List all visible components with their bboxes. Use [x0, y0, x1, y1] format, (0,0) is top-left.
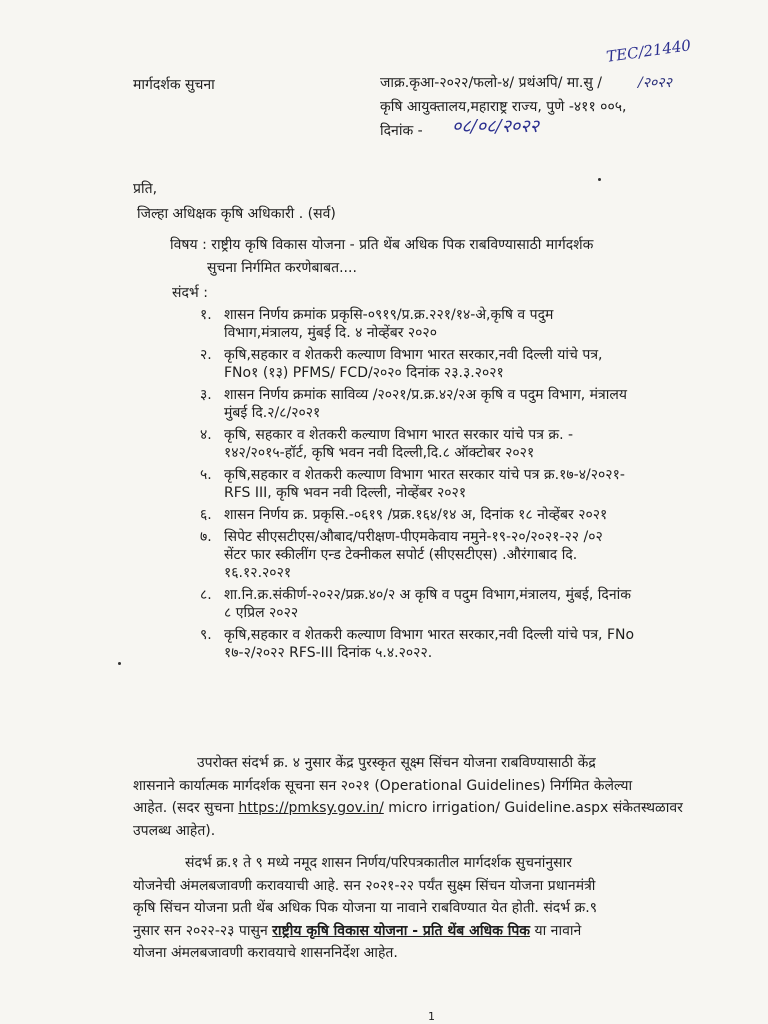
paragraph-line [133, 797, 683, 820]
page-number: 1 [428, 1010, 435, 1023]
paragraph-line: शासनाने कार्यात्मक मार्गदर्शक सूचना सन २०२१ (Operational Guidelines) निर्गमित केलेल्या [133, 777, 633, 794]
reference-item [200, 426, 740, 462]
paragraph-text: या नावाने [530, 922, 582, 939]
reference-item [200, 528, 740, 582]
reference-line: कृषि,सहकार व शेतकरी कल्याण विभाग भारत सरकार,नवी दिल्ली यांचे पत्र, FNo [224, 627, 635, 643]
reference-number-text: जाक्र.कृआ-२०२२/फलो-४/ प्रथंअपि/ मा.सु / [380, 75, 603, 91]
reference-line: १७-२/२०२२ RFS-III दिनांक ५.४.२०२२. [224, 645, 433, 661]
office-address: कृषि आयुक्तालय,महाराष्ट्र राज्य, पुणे -४११ ००५, [380, 99, 627, 115]
reference-line: १६.१२.२०२१ [224, 565, 292, 581]
subject-line-2: सुचना निर्गमित करणेबाबत.... [207, 260, 357, 276]
reference-item [200, 386, 740, 422]
reference-number: ७. [200, 529, 212, 545]
reference-number: ९. [200, 627, 212, 643]
reference-line: शासन निर्णय क्रमांक साविव्य /२०२१/प्र.क्र.४२/२अ कृषि व पदुम विभाग, मंत्रालय [224, 387, 627, 403]
paragraph-text: micro irrigation/ Guideline.aspx संकेतस्थळावर [383, 800, 683, 816]
guideline-link[interactable]: https://pmksy.gov.in/ [238, 800, 384, 816]
reference-line: कृषि, सहकार व शेतकरी कल्याण विभाग भारत सरकार यांचे पत्र क्र. - [224, 427, 574, 443]
reference-line: १४२/२०१५-हॉर्ट, कृषि भवन नवी दिल्ली,दि.८ ऑक्टोबर २०२१ [224, 445, 535, 461]
paragraph-line: कृषि सिंचन योजना प्रती थेंब अधिक पिक योजना या नावाने राबविण्यात येत होती. संदर्भ क्र.९ [133, 900, 597, 916]
references-heading: संदर्भ : [172, 285, 208, 301]
reference-line: शासन निर्णय क्र. प्रकृसि.-०६१९ /प्रक्र.१६४/१४ अ, दिनांक १८ नोव्हेंबर २०२१ [224, 507, 608, 523]
document-type-label: मार्गदर्शक सुचना [133, 77, 215, 93]
subject-line-1: विषय : राष्ट्रीय कृषि विकास योजना - प्रति थेंब अधिक पिक राबविण्यासाठी मार्गदर्शक [170, 237, 594, 253]
reference-line: कृषि,सहकार व शेतकरी कल्याण विभाग भारत सरकार,नवी दिल्ली यांचे पत्र, [224, 347, 603, 363]
references-list [200, 306, 740, 666]
reference-line: कृषि,सहकार व शेतकरी कल्याण विभाग भारत सरकार यांचे पत्र क्र.१७-४/२०२१- [224, 467, 625, 483]
reference-line: सिपेट सीएसटीएस/औबाद/परीक्षण-पीएमकेवाय नमुने-१९-२०/२०२१-२२ /०२ [224, 529, 603, 545]
reference-number: ३. [200, 387, 212, 403]
reference-number [380, 74, 672, 92]
reference-line: ८ एप्रिल २०२२ [224, 605, 299, 621]
reference-item [200, 626, 740, 662]
paragraph-line: योजना अंमलबजावणी करावयाचे शासननिर्देश आहेत. [133, 945, 398, 961]
handwritten-inward-number: TEC/21440 [605, 36, 693, 66]
paragraph-1 [133, 752, 683, 842]
paragraph-text: नुसार सन २०२२-२३ पासुन [133, 922, 273, 939]
reference-number: ८. [200, 587, 212, 603]
paragraph-2 [133, 852, 597, 965]
reference-line: सेंटर फार स्कीलींग एन्ड टेक्नीकल सपोर्ट (सीएसटीएस) .औरंगाबाद दि. [224, 547, 578, 563]
paragraph-line: उपरोक्त संदर्भ क्र. ४ नुसार केंद्र पुरस्कृत सूक्ष्म सिंचन योजना राबविण्यासाठी केंद्र [197, 755, 596, 771]
addressee-prefix: प्रति, [133, 181, 158, 197]
paragraph-line: संदर्भ क्र.१ ते ९ मध्ये नमूद शासन निर्णय/परिपत्रकातील मार्गदर्शक सुचनांनुसार [185, 855, 572, 871]
paragraph-line: उपलब्ध आहेत). [133, 822, 216, 839]
reference-item [200, 506, 740, 524]
handwritten-date: ०८/०८/२०२२ [452, 116, 540, 137]
reference-number: ४. [200, 427, 212, 443]
reference-number: १. [200, 307, 212, 323]
reference-line: शा.नि.क्र.संकीर्ण-२०२२/प्रक्र.४०/२ अ कृषि व पदुम विभाग,मंत्रालय, मुंबई, दिनांक [224, 587, 631, 603]
reference-line: मुंबई दि.२/८/२०२१ [224, 405, 321, 421]
reference-item [200, 586, 740, 622]
reference-line: RFS III, कृषि भवन नवी दिल्ली, नोव्हेंबर २०२१ [224, 485, 467, 501]
reference-line: FNo१ (१३) PFMS/ FCD/२०२० दिनांक २३.३.२०२१ [224, 365, 504, 381]
reference-line: विभाग,मंत्रालय, मुंबई दि. ४ नोव्हेंबर २०२० [224, 325, 437, 341]
reference-item [200, 306, 740, 342]
paragraph-text: आहेत. (सदर सुचना [133, 800, 239, 816]
reference-number: ५. [200, 467, 212, 483]
reference-item [200, 346, 740, 382]
date-label: दिनांक - [380, 123, 423, 139]
ink-dot [598, 178, 601, 181]
reference-line: शासन निर्णय क्रमांक प्रकृसि-०९१९/प्र.क्र.२२१/१४-अे,कृषि व पदुम [224, 307, 554, 323]
paragraph-line: योजनेची अंमलबजावणी करावयाची आहे. सन २०२१-२२ पर्यंत सुक्ष्म सिंचन योजना प्रधानमंत्री [133, 877, 596, 894]
addressee: जिल्हा अधिक्षक कृषि अधिकारी . (सर्व) [137, 206, 336, 222]
paragraph-line [133, 920, 597, 943]
reference-item [200, 466, 740, 502]
reference-number: ६. [200, 507, 212, 523]
scheme-name: राष्ट्रीय कृषि विकास योजना - प्रति थेंब अधिक पिक [272, 922, 531, 939]
reference-number-suffix: /२०२२ [638, 75, 672, 91]
reference-number: २. [200, 347, 212, 363]
ink-dot [118, 662, 121, 665]
